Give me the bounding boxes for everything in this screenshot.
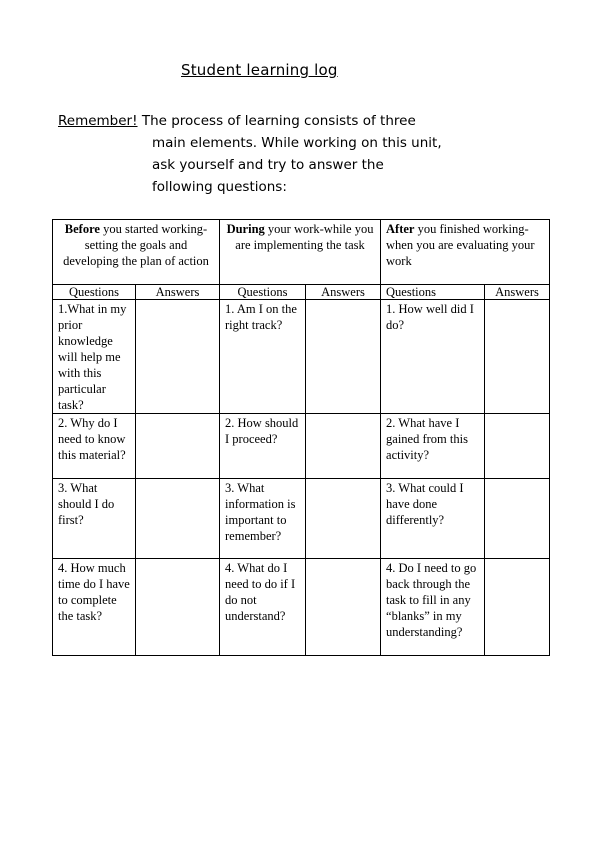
during-question-cell: 1. Am I on the right track?: [220, 300, 306, 414]
during-answer-cell[interactable]: [306, 300, 381, 414]
during-answer-cell[interactable]: [306, 559, 381, 656]
during-question-cell: 4. What do I need to do if I do not understand?: [220, 559, 306, 656]
table-row: [53, 300, 550, 414]
before-answer-cell[interactable]: [136, 479, 220, 559]
intro-line-2: main elements. While working on this unit,: [152, 135, 442, 151]
during-question-cell: 2. How should I proceed?: [220, 414, 306, 479]
during-questions-header: Questions: [220, 285, 306, 300]
during-answers-header: Answers: [306, 285, 381, 300]
phase-during-header: During your work-while you are implementing the task: [220, 220, 381, 285]
after-answer-cell[interactable]: [485, 414, 550, 479]
before-answers-header: Answers: [136, 285, 220, 300]
during-answer-cell[interactable]: [306, 479, 381, 559]
before-answer-cell[interactable]: [136, 414, 220, 479]
intro-lead: Remember!: [58, 113, 138, 129]
intro-line-3: ask yourself and try to answer the: [152, 157, 384, 173]
intro-paragraph: [58, 110, 558, 198]
learning-log-table: [52, 219, 550, 656]
after-question-cell: 1. How well did I do?: [381, 300, 485, 414]
column-header-row: [53, 285, 550, 300]
table-row: [53, 414, 550, 479]
intro-line-1: Remember! The process of learning consists of three: [58, 113, 416, 129]
table-row: [53, 559, 550, 656]
after-answer-cell[interactable]: [485, 559, 550, 656]
during-question-cell: 3. What information is important to remember?: [220, 479, 306, 559]
after-question-cell: 3. What could I have done differently?: [381, 479, 485, 559]
before-question-cell: 4. How much time do I have to complete the task?: [53, 559, 136, 656]
before-questions-header: Questions: [53, 285, 136, 300]
before-answer-cell[interactable]: [136, 559, 220, 656]
phase-before-header: Before you started working-setting the goals and developing the plan of action: [53, 220, 220, 285]
page-title: Student learning log: [181, 61, 338, 79]
after-question-cell: 4. Do I need to go back through the task to fill in any “blanks” in my understanding?: [381, 559, 485, 656]
table-row: [53, 479, 550, 559]
after-questions-header: Questions: [381, 285, 485, 300]
intro-line-4: following questions:: [152, 179, 287, 195]
during-answer-cell[interactable]: [306, 414, 381, 479]
after-answer-cell[interactable]: [485, 479, 550, 559]
before-question-cell: 1.What in my prior knowledge will help me with this particular task?: [53, 300, 136, 414]
phase-header-row: [53, 220, 550, 285]
phase-after-header: After you finished working- when you are evaluating your work: [381, 220, 550, 285]
after-question-cell: 2. What have I gained from this activity?: [381, 414, 485, 479]
before-answer-cell[interactable]: [136, 300, 220, 414]
before-question-cell: 3. What should I do first?: [53, 479, 136, 559]
before-question-cell: 2. Why do I need to know this material?: [53, 414, 136, 479]
after-answer-cell[interactable]: [485, 300, 550, 414]
after-answers-header: Answers: [485, 285, 550, 300]
